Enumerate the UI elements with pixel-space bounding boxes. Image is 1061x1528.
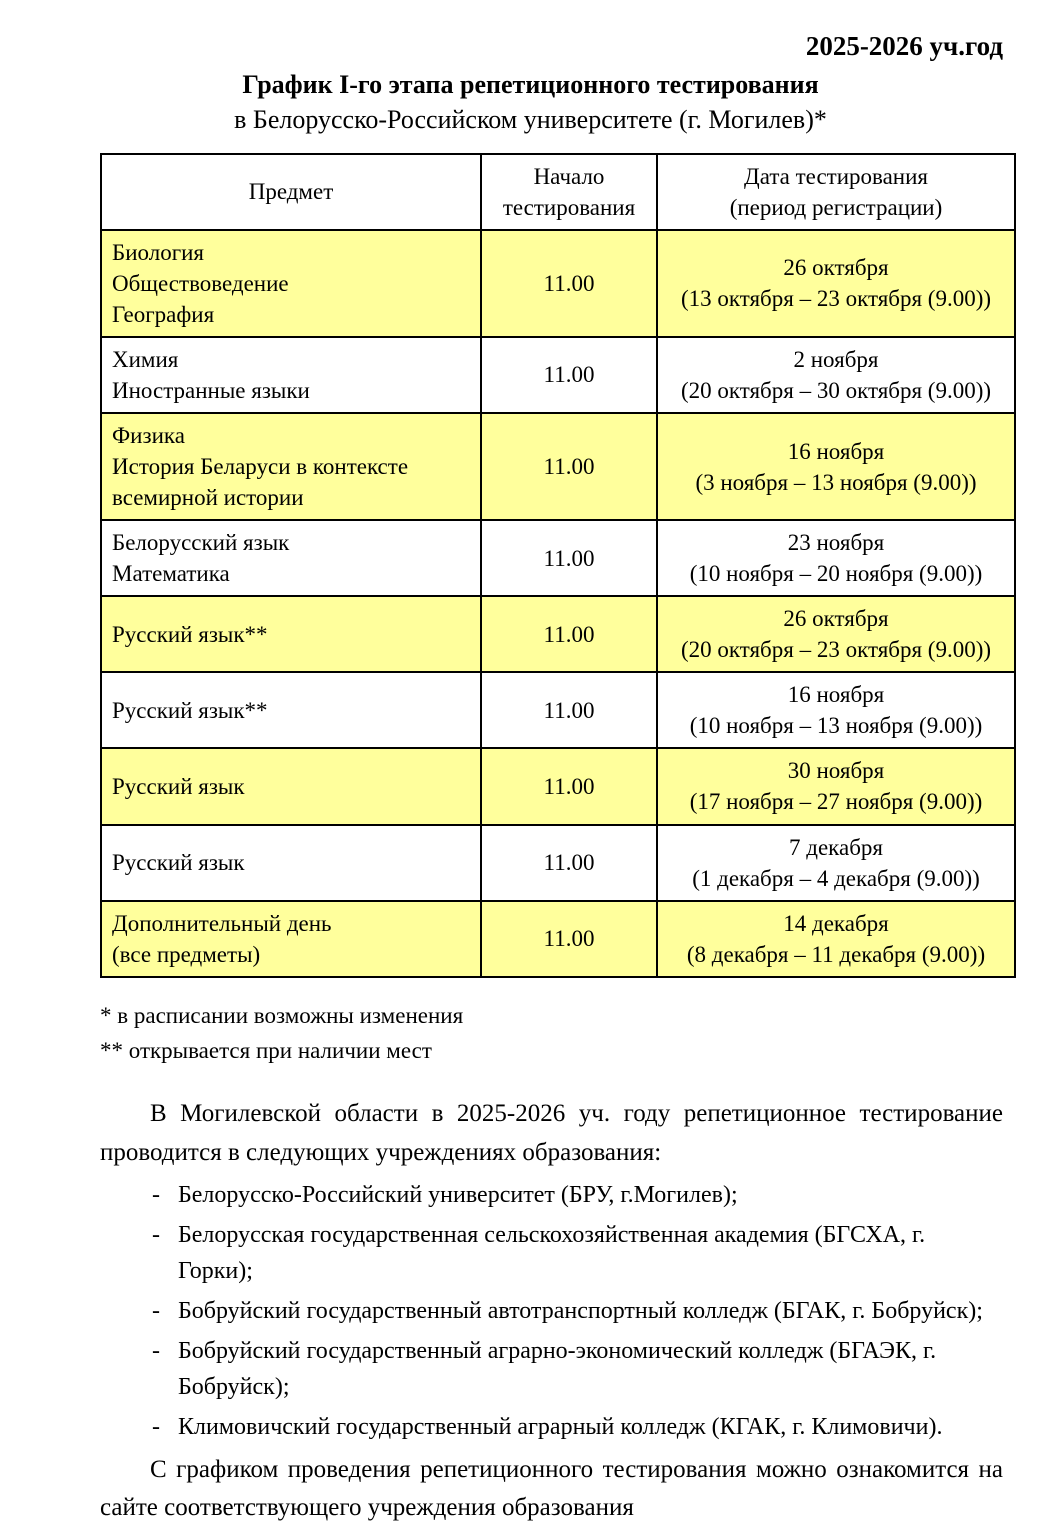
footnote-seats-availability: ** открывается при наличии мест xyxy=(100,1033,1061,1069)
institution-name: Климовичский государственный аграрный колледж (КГАК, г. Климовичи). xyxy=(178,1409,942,1445)
subject-cell: Белорусский язык Математика xyxy=(101,520,481,596)
page-title: График I-го этапа репетиционного тестирования xyxy=(0,70,1061,100)
subject-cell: Русский язык** xyxy=(101,672,481,748)
table-row xyxy=(101,337,1015,413)
table-row xyxy=(101,672,1015,748)
page-subtitle: в Белорусско-Российском университете (г. Могилев)* xyxy=(0,105,1061,135)
table-header-row xyxy=(101,154,1015,230)
institution-name: Белорусская государственная сельскохозяйственная академия (БГСХА, г. Горки); xyxy=(178,1217,1003,1289)
date-cell: 14 декабря (8 декабря – 11 декабря (9.00)) xyxy=(657,901,1015,977)
date-cell: 30 ноября (17 ноября – 27 ноября (9.00)) xyxy=(657,748,1015,824)
list-item xyxy=(152,1177,1003,1213)
date-cell: 26 октября (13 октября – 23 октября (9.00)) xyxy=(657,230,1015,337)
list-item xyxy=(152,1409,1003,1445)
time-cell: 11.00 xyxy=(481,825,657,901)
outro-paragraph: С графиком проведения репетиционного тестирования можно ознакомится на сайте соответствующего учреждения образования xyxy=(100,1451,1003,1528)
subject-cell: Русский язык xyxy=(101,825,481,901)
subject-cell: Русский язык** xyxy=(101,596,481,672)
time-cell: 11.00 xyxy=(481,520,657,596)
footnotes-block xyxy=(100,998,1061,1069)
date-cell: 26 октября (20 октября – 23 октября (9.00)) xyxy=(657,596,1015,672)
date-cell: 23 ноября (10 ноября – 20 ноября (9.00)) xyxy=(657,520,1015,596)
intro-paragraph: В Могилевской области в 2025-2026 уч. году репетиционное тестирование проводится в следующих учреждениях образования: xyxy=(100,1095,1003,1173)
subject-cell: Русский язык xyxy=(101,748,481,824)
table-row xyxy=(101,901,1015,977)
time-cell: 11.00 xyxy=(481,596,657,672)
date-cell: 16 ноября (3 ноября – 13 ноября (9.00)) xyxy=(657,413,1015,520)
list-item xyxy=(152,1217,1003,1289)
institution-name: Бобруйский государственный аграрно-экономический колледж (БГАЭК, г. Бобруйск); xyxy=(178,1333,1003,1405)
institution-name: Бобруйский государственный автотранспортный колледж (БГАК, г. Бобруйск); xyxy=(178,1293,983,1329)
footnote-schedule-changes: * в расписании возможны изменения xyxy=(100,998,1061,1034)
subject-cell: Дополнительный день (все предметы) xyxy=(101,901,481,977)
time-cell: 11.00 xyxy=(481,748,657,824)
time-cell: 11.00 xyxy=(481,337,657,413)
subject-cell: Физика История Беларуси в контексте всемирной истории xyxy=(101,413,481,520)
column-header-subject: Предмет xyxy=(101,154,481,230)
list-item xyxy=(152,1293,1003,1329)
list-dash-marker: - xyxy=(152,1293,178,1329)
date-cell: 2 ноября (20 октября – 30 октября (9.00)) xyxy=(657,337,1015,413)
table-row xyxy=(101,596,1015,672)
subject-cell: Химия Иностранные языки xyxy=(101,337,481,413)
testing-schedule-table xyxy=(100,153,1016,978)
table-row xyxy=(101,230,1015,337)
list-item xyxy=(152,1333,1003,1405)
date-cell: 7 декабря (1 декабря – 4 декабря (9.00)) xyxy=(657,825,1015,901)
list-dash-marker: - xyxy=(152,1333,178,1369)
list-dash-marker: - xyxy=(152,1409,178,1445)
list-dash-marker: - xyxy=(152,1177,178,1213)
date-cell: 16 ноября (10 ноября – 13 ноября (9.00)) xyxy=(657,672,1015,748)
list-dash-marker: - xyxy=(152,1217,178,1253)
time-cell: 11.00 xyxy=(481,230,657,337)
subject-cell: Биология Обществоведение География xyxy=(101,230,481,337)
table-row xyxy=(101,825,1015,901)
table-row xyxy=(101,413,1015,520)
time-cell: 11.00 xyxy=(481,413,657,520)
column-header-start-time: Начало тестирования xyxy=(481,154,657,230)
academic-year-label: 2025-2026 уч.год xyxy=(0,32,1061,62)
table-row xyxy=(101,520,1015,596)
table-row xyxy=(101,748,1015,824)
time-cell: 11.00 xyxy=(481,672,657,748)
column-header-test-date: Дата тестирования (период регистрации) xyxy=(657,154,1015,230)
institution-name: Белорусско-Российский университет (БРУ, г.Могилев); xyxy=(178,1177,738,1213)
time-cell: 11.00 xyxy=(481,901,657,977)
institutions-list xyxy=(152,1177,1003,1445)
